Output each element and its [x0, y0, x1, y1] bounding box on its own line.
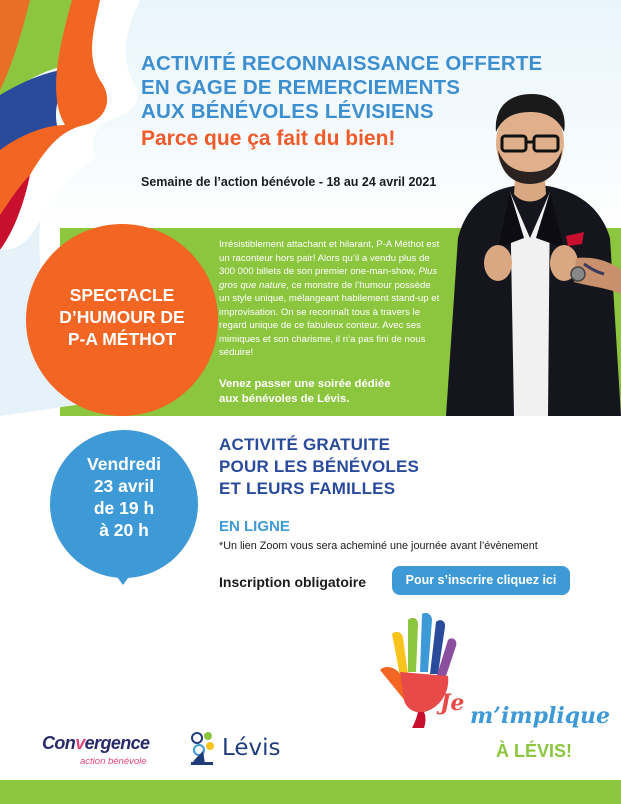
free-line-3: ET LEURS FAMILLES — [219, 479, 396, 498]
levis-wordmark: Lévis — [222, 735, 281, 761]
heading-line-2: EN GAGE DE REMERCIEMENTS — [141, 76, 461, 99]
convergence-pre: Con — [42, 733, 76, 753]
date-bubble-tail — [113, 571, 133, 585]
free-line-1: ACTIVITÉ GRATUITE — [219, 435, 391, 454]
description-part-2: , ce monstre de l’humour possède un style unique, mélangeant habilement stand-up et improvisation. On se reconnaît tous à travers le regard unique de ce fabuleux conteur. Avec ses mimiques et son charisme, il n’a pas fini de nous séduire! — [219, 279, 440, 358]
event-date — [50, 453, 198, 541]
zoom-note: *Un lien Zoom vous sera acheminé une journée avant l’évènement — [219, 540, 538, 552]
cta-line-1: Venez passer une soirée dédiée — [219, 378, 391, 390]
event-week: Semaine de l’action bénévole - 18 au 24 avril 2021 — [141, 175, 437, 189]
convergence-accent: v — [75, 733, 85, 753]
performer-photo — [438, 88, 621, 416]
tagline: Parce que ça fait du bien! — [141, 127, 396, 150]
campaign-logo-je: Je — [440, 690, 465, 716]
heading-line-3: AUX BÉNÉVOLES LÉVISIENS — [141, 100, 434, 123]
signup-button[interactable]: Pour s’inscrire cliquez ici — [392, 566, 570, 595]
show-line-2: D’HUMOUR DE — [59, 307, 185, 327]
convergence-post: ergence — [84, 733, 150, 753]
signup-label: Inscription obligatoire — [219, 574, 367, 590]
show-bubble-tail — [104, 398, 128, 416]
convergence-logo — [42, 733, 150, 767]
levis-emblem-icon — [188, 730, 218, 766]
date-line-2: 23 avril — [93, 476, 155, 496]
campaign-logo-city: À LÉVIS! — [496, 741, 573, 761]
description-part-1: Irrésistiblement attachant et hilarant, P-A Méthot est un raconteur hors pair! Alors qu’il a vendu plus de 300 000 billets de son premier one-man-show, — [219, 239, 440, 277]
description-show-title: Plus gros que nature — [219, 266, 438, 291]
campaign-logo-main: m’implique — [470, 703, 611, 729]
date-line-1: Vendredi — [87, 454, 161, 474]
free-line-2: POUR LES BÉNÉVOLES — [219, 457, 420, 476]
date-line-4: à 20 h — [99, 520, 149, 540]
online-label: EN LIGNE — [219, 518, 290, 535]
show-line-1: SPECTACLE — [69, 285, 175, 305]
heading-line-1: ACTIVITÉ RECONNAISSANCE OFFERTE — [141, 52, 543, 75]
free-activity-heading — [219, 434, 419, 500]
show-title — [26, 284, 218, 350]
convergence-wordmark — [42, 733, 149, 754]
description-call-to-action — [219, 377, 429, 407]
show-description — [219, 238, 441, 360]
convergence-subtitle: action bénévole — [80, 756, 147, 767]
bottom-green-bar — [0, 780, 621, 804]
date-line-3: de 19 h — [93, 498, 155, 518]
cta-line-2: aux bénévoles de Lévis. — [219, 393, 350, 405]
show-line-3: P-A MÉTHOT — [67, 329, 177, 349]
